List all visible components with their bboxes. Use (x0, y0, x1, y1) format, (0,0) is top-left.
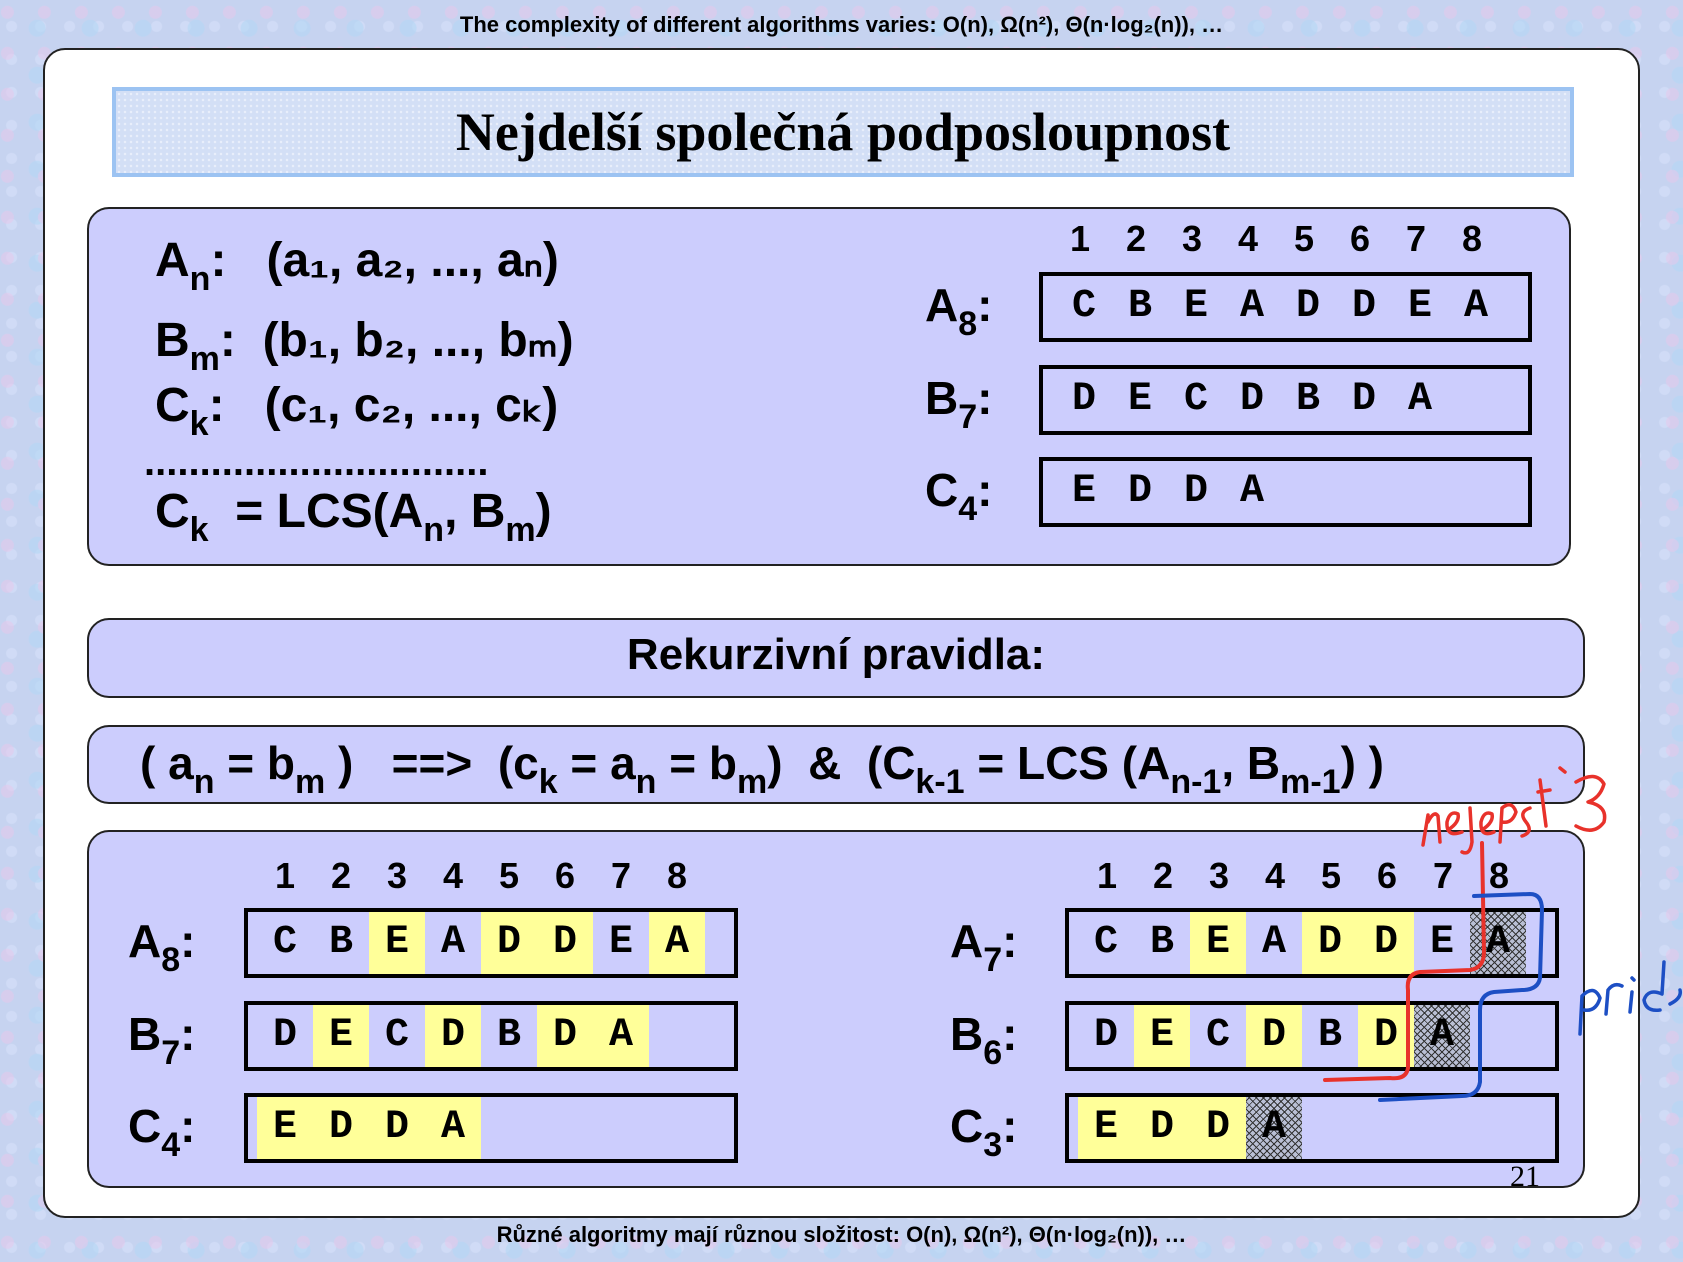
index-label: 8 (666, 855, 688, 896)
sequence-cell: D (1358, 1005, 1414, 1067)
index-label: 2 (330, 855, 352, 896)
lcs-a-sub: n (423, 511, 445, 549)
sequence-box (1039, 365, 1532, 435)
sequence-label: $C_3$: (950, 1100, 1018, 1164)
sequence-box (244, 1001, 738, 1071)
def-a-seq: (a₁, a₂, ..., aₙ) (266, 234, 559, 287)
index-label: 8 (1488, 855, 1510, 896)
sequence-cell: A (1407, 377, 1432, 422)
sequence-cell: A (440, 920, 465, 965)
sequence-cell: D (313, 1097, 369, 1159)
sequence-cell: A (649, 912, 705, 974)
index-label: 7 (610, 855, 632, 896)
sequence-label: $B_7$: (925, 372, 993, 436)
rules-title: Rekurzivní pravidla: (626, 630, 1046, 679)
sequence-label: $A_8$: (128, 915, 196, 979)
sequence-cell: E (1078, 1097, 1134, 1159)
sequence-cell: B (1317, 1013, 1342, 1058)
sequence-cell: D (1351, 284, 1376, 329)
lcs-eq: = LCS(A (235, 485, 424, 538)
sequence-cell: D (1190, 1097, 1246, 1159)
sequence-cell: C (272, 920, 297, 965)
sequence-label: $B_7$: (128, 1008, 196, 1072)
sequence-cell: B (328, 920, 353, 965)
rules-panel (87, 618, 1585, 698)
sequence-cell: D (1134, 1097, 1190, 1159)
sequence-cell: E (313, 1005, 369, 1067)
sequence-cell: C (1093, 920, 1118, 965)
index-label: 5 (1293, 218, 1315, 259)
sequence-cell: A (1470, 912, 1526, 974)
def-a-sub: n (189, 260, 211, 298)
index-label: 3 (1208, 855, 1230, 896)
def-c: $C_k$: (c₁, c₂, ..., cₖ) (155, 379, 559, 443)
index-label: 5 (1320, 855, 1342, 896)
index-label: 1 (274, 855, 296, 896)
sequence-cell: D (1093, 1013, 1118, 1058)
def-b: $B_m$: (b₁, b₂, ..., bₘ) (155, 314, 574, 378)
index-label: 2 (1125, 218, 1147, 259)
sequence-cell: B (1127, 284, 1152, 329)
bottom-caption: Různé algoritmy mají různou složitost: O(n), Ω(n²), Θ(n·log₂(n)), … (496, 1222, 1187, 1247)
sequence-cell: A (1261, 920, 1286, 965)
index-label: 1 (1069, 218, 1091, 259)
dotted-separator: ............................... (144, 440, 489, 484)
sequence-cell: D (481, 912, 537, 974)
sequence-cell: D (1302, 912, 1358, 974)
sequence-box (244, 1093, 738, 1163)
sequence-cell: D (1071, 377, 1096, 422)
def-c-sub: k (189, 405, 209, 443)
sequence-cell: D (369, 1097, 425, 1159)
sequence-label: $C_4$: (925, 464, 993, 528)
sequence-cell: B (496, 1013, 521, 1058)
def-lcs (155, 484, 552, 549)
sequence-cell: E (1127, 377, 1152, 422)
sequence-cell: D (425, 1005, 481, 1067)
sequence-label: $C_4$: (128, 1100, 196, 1164)
index-label: 4 (442, 855, 464, 896)
sequence-cell: A (1463, 284, 1488, 329)
sequence-cell: E (1429, 920, 1454, 965)
index-label: 4 (1264, 855, 1286, 896)
index-label: 6 (1376, 855, 1398, 896)
lcs-close: ) (535, 485, 552, 538)
index-label: 6 (1349, 218, 1371, 259)
index-label: 5 (498, 855, 520, 896)
title-box (112, 87, 1574, 177)
sequence-cell: D (272, 1013, 297, 1058)
def-a: $A_n$: (a₁, a₂, ..., aₙ) (155, 234, 559, 298)
def-c-name: C (155, 379, 190, 432)
sequence-cell: E (1183, 284, 1208, 329)
sequence-box (1039, 457, 1532, 527)
sequence-cell: A (593, 1005, 649, 1067)
sequence-cell: E (1134, 1005, 1190, 1067)
sequence-cell: B (1295, 377, 1320, 422)
sequence-cell: C (1183, 377, 1208, 422)
index-label: 3 (386, 855, 408, 896)
sequence-cell: A (1239, 469, 1264, 514)
sequence-cell: D (1295, 284, 1320, 329)
sequence-cell: C (1071, 284, 1096, 329)
sequence-cell: C (384, 1013, 409, 1058)
lcs-left: C (155, 485, 190, 538)
sequence-cell: E (257, 1097, 313, 1159)
sequence-cell: D (1358, 912, 1414, 974)
def-a-name: A (155, 234, 190, 287)
sequence-box (1065, 908, 1559, 978)
index-label: 7 (1405, 218, 1427, 259)
sequence-cell: D (1239, 377, 1264, 422)
sequence-label: $B_6$: (950, 1008, 1018, 1072)
sequence-cell: A (1246, 1097, 1302, 1159)
index-label: 6 (554, 855, 576, 896)
sequence-box (1039, 272, 1532, 342)
sequence-cell: E (1190, 912, 1246, 974)
sequence-cell: A (1414, 1005, 1470, 1067)
sequence-cell: D (537, 1005, 593, 1067)
sequence-box (1065, 1001, 1559, 1071)
sequence-cell: D (537, 912, 593, 974)
sequence-cell: A (1239, 284, 1264, 329)
def-b-sub: m (189, 340, 220, 378)
slide-title: Nejdelší společná podposloupnost (455, 102, 1231, 162)
def-c-seq: (c₁, c₂, ..., cₖ) (264, 379, 559, 432)
sequence-cell: E (608, 920, 633, 965)
sequence-cell: E (1071, 469, 1096, 514)
sequence-cell: A (425, 1097, 481, 1159)
lcs-left-sub: k (189, 511, 209, 549)
page-number: 21 (1510, 1160, 1540, 1193)
index-label: 4 (1237, 218, 1259, 259)
def-b-seq: (b₁, b₂, ..., bₘ) (262, 314, 574, 367)
lcs-b-sub: m (505, 511, 536, 549)
sequence-label: $A_8$: (925, 279, 993, 343)
sequence-cell: D (1246, 1005, 1302, 1067)
index-label: 7 (1432, 855, 1454, 896)
sequence-box (1065, 1093, 1559, 1163)
def-b-name: B (155, 314, 190, 367)
sequence-cell: E (1407, 284, 1432, 329)
index-label: 3 (1181, 218, 1203, 259)
index-label: 2 (1152, 855, 1174, 896)
sequence-cell: D (1351, 377, 1376, 422)
sequence-cell: B (1149, 920, 1174, 965)
top-caption: The complexity of different algorithms varies: O(n), Ω(n²), Θ(n·log₂(n)), … (459, 12, 1224, 37)
sequence-cell: D (1183, 469, 1208, 514)
sequence-box (244, 908, 738, 978)
sequence-label: $A_7$: (950, 915, 1018, 979)
sequence-cell: D (1127, 469, 1152, 514)
index-label: 1 (1096, 855, 1118, 896)
index-label: 8 (1461, 218, 1483, 259)
sequence-cell: E (369, 912, 425, 974)
recursive-formula: ( $a_n = b_m$ ) ==> $(c_k = a_n = b_m)$ & ($C_{k-1}$ = LCS ($A_{n-1}$, $B_{m-1}$) ) (140, 737, 1384, 801)
lcs-comma: , B (444, 485, 506, 538)
sequence-cell: C (1205, 1013, 1230, 1058)
